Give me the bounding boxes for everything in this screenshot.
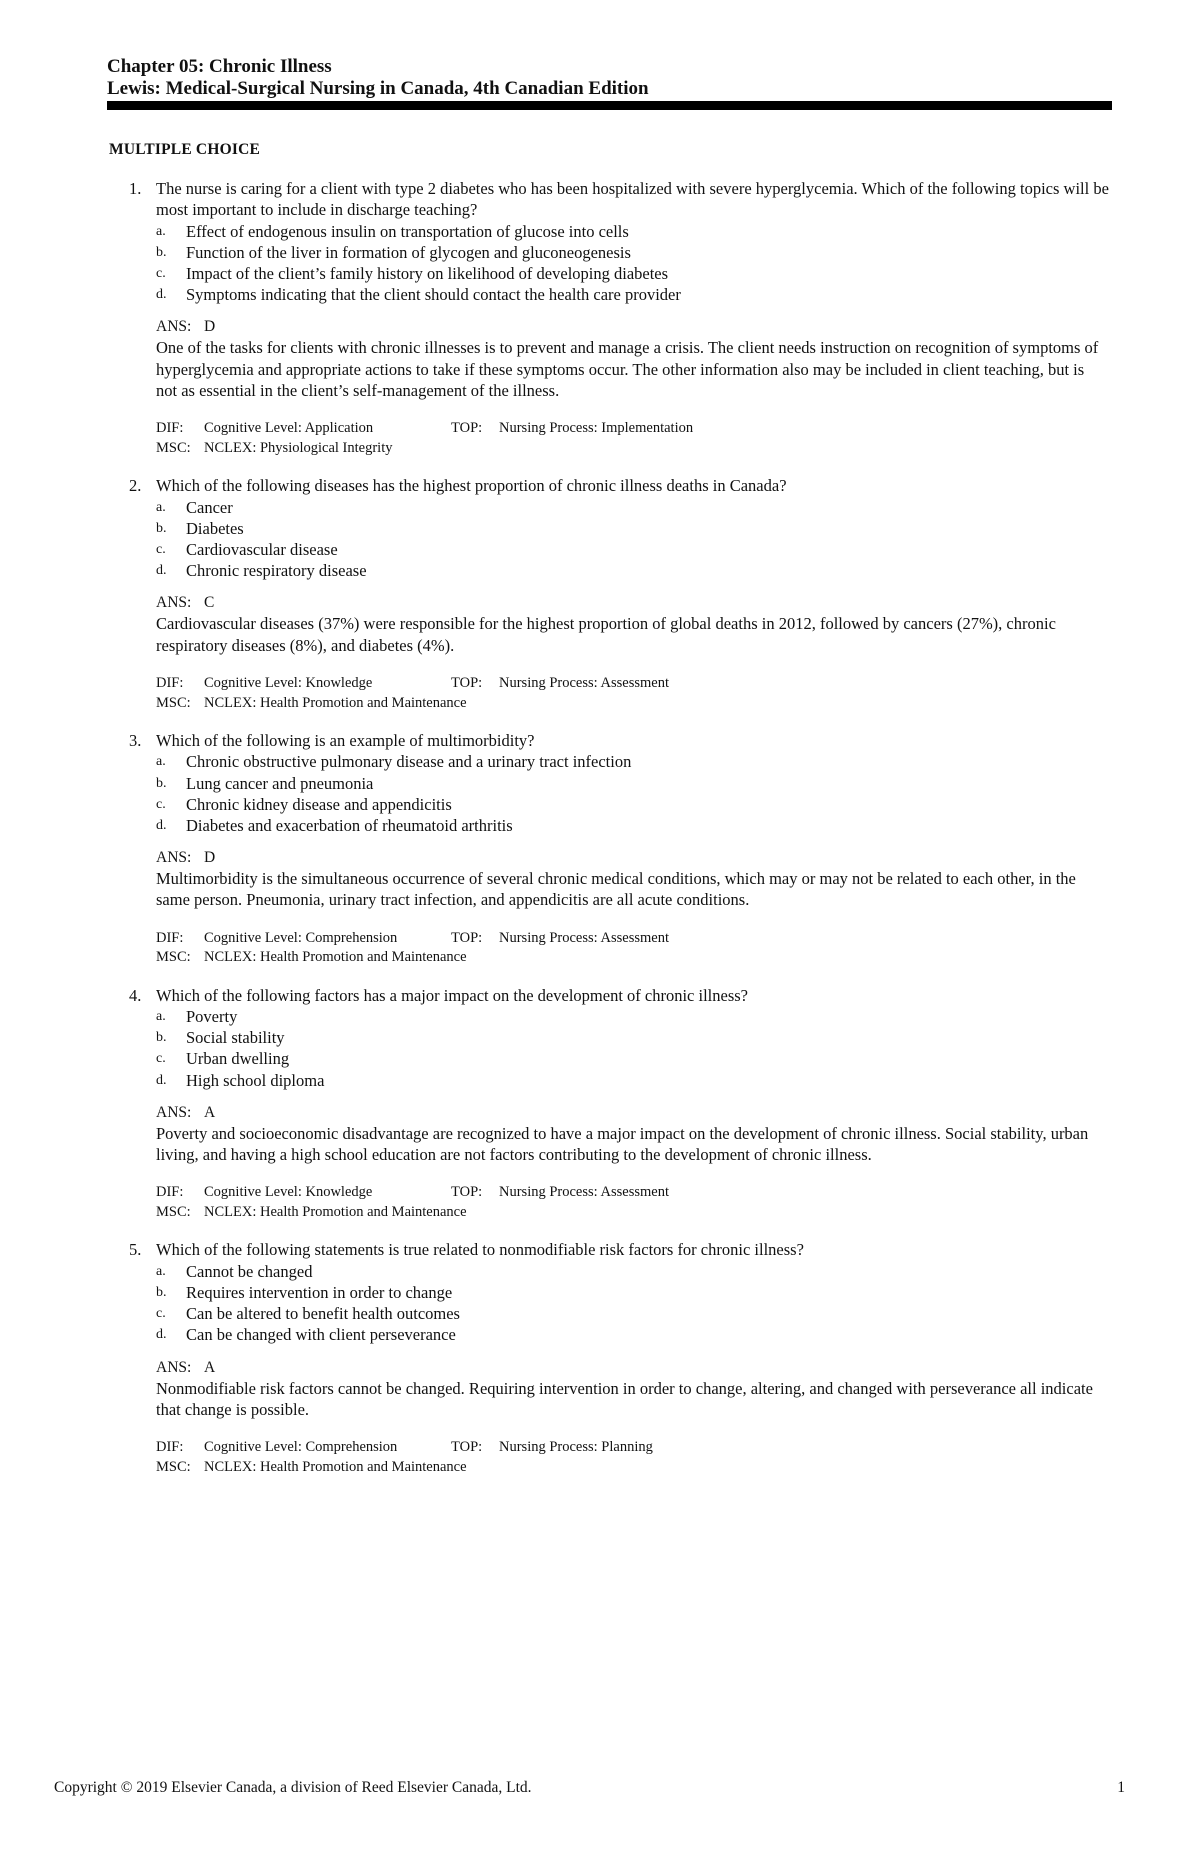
answer-option bbox=[156, 497, 1109, 518]
question-number: 5. bbox=[129, 1240, 142, 1260]
question-number: 1. bbox=[129, 179, 142, 198]
topic: Nursing Process: Implementation bbox=[499, 420, 694, 437]
book-title: Lewis: Medical-Surgical Nursing in Canada, 4th Canadian Edition bbox=[107, 78, 649, 99]
question-stem: Which of the following statements is true related to nonmodifiable risk factors for chronic illness? bbox=[156, 1240, 804, 1260]
answer-option bbox=[156, 1070, 1109, 1091]
answer-options bbox=[156, 1261, 1109, 1346]
option-letter: d. bbox=[156, 1072, 167, 1088]
option-letter: a. bbox=[156, 1009, 166, 1024]
question-metadata bbox=[156, 1438, 1109, 1477]
answer-line bbox=[156, 593, 1109, 613]
option-text: Can be changed with client perseverance bbox=[186, 1325, 456, 1345]
section-title: MULTIPLE CHOICE bbox=[109, 141, 260, 158]
answer-option bbox=[156, 539, 1109, 560]
question-item bbox=[109, 730, 1109, 968]
answer-option bbox=[156, 1282, 1109, 1303]
answer-label: ANS: bbox=[156, 849, 192, 867]
option-text: Diabetes and exacerbation of rheumatoid arthritis bbox=[186, 815, 513, 835]
msc-label: MSC: bbox=[156, 694, 191, 711]
option-text: Requires intervention in order to change bbox=[186, 1282, 453, 1302]
option-text: Lung cancer and pneumonia bbox=[186, 773, 374, 793]
difficulty-level: Cognitive Level: Knowledge bbox=[204, 675, 373, 691]
question-metadata bbox=[156, 674, 1109, 713]
rationale: Nonmodifiable risk factors cannot be changed. Requiring intervention in order to change, altering, and changed with perseverance all indicate that change is possible. bbox=[156, 1378, 1093, 1419]
difficulty-level: Cognitive Level: Application bbox=[204, 420, 374, 437]
topic: Nursing Process: Assessment bbox=[499, 675, 669, 691]
msc-category: NCLEX: Physiological Integrity bbox=[204, 439, 393, 456]
answer-option bbox=[156, 1261, 1109, 1282]
option-letter: d. bbox=[156, 287, 167, 303]
question-stem: The nurse is caring for a client with type 2 diabetes who has been hospitalized with severe hyperglycemia. Which of the following topics will be most important to include in discharge teaching? bbox=[156, 179, 1109, 220]
header-rule bbox=[107, 101, 1112, 110]
answer-option bbox=[156, 1324, 1109, 1345]
msc-category: NCLEX: Health Promotion and Maintenance bbox=[204, 1203, 467, 1220]
option-letter: c. bbox=[156, 266, 166, 281]
question-metadata bbox=[156, 929, 1109, 968]
question-number: 2. bbox=[129, 476, 142, 496]
answer-key: D bbox=[204, 849, 216, 867]
difficulty-level: Cognitive Level: Comprehension bbox=[204, 929, 398, 946]
option-text: Cannot be changed bbox=[186, 1261, 313, 1281]
question-item bbox=[109, 1239, 1109, 1477]
difficulty-level: Cognitive Level: Knowledge bbox=[204, 1184, 373, 1201]
dif-label: DIF: bbox=[156, 675, 184, 691]
question-item bbox=[109, 178, 1109, 458]
chapter-title: Chapter 05: Chronic Illness bbox=[107, 56, 332, 77]
option-text: Social stability bbox=[186, 1028, 285, 1048]
dif-label: DIF: bbox=[156, 420, 184, 437]
msc-label: MSC: bbox=[156, 439, 191, 456]
dif-label: DIF: bbox=[156, 1184, 184, 1201]
question-metadata bbox=[156, 419, 1109, 458]
msc-label: MSC: bbox=[156, 1203, 191, 1220]
option-letter: d. bbox=[156, 1327, 167, 1343]
answer-options bbox=[156, 497, 1109, 582]
answer-option bbox=[156, 518, 1109, 539]
page-header bbox=[107, 56, 1112, 100]
dif-label: DIF: bbox=[156, 1439, 184, 1456]
answer-options bbox=[156, 1006, 1109, 1091]
option-letter: b. bbox=[156, 775, 167, 791]
dif-label: DIF: bbox=[156, 929, 184, 946]
copyright-notice: Copyright © 2019 Elsevier Canada, a division of Reed Elsevier Canada, Ltd. bbox=[54, 1779, 532, 1796]
option-letter: d. bbox=[156, 563, 167, 579]
answer-label: ANS: bbox=[156, 1103, 192, 1121]
answer-option bbox=[156, 773, 1109, 794]
answer-option bbox=[156, 1303, 1109, 1324]
option-letter: b. bbox=[156, 520, 167, 536]
answer-key: C bbox=[204, 594, 215, 612]
option-text: Cardiovascular disease bbox=[186, 540, 338, 559]
option-letter: b. bbox=[156, 244, 167, 260]
option-text: Cancer bbox=[186, 497, 233, 517]
answer-options bbox=[156, 221, 1109, 306]
option-text: Chronic respiratory disease bbox=[186, 561, 367, 581]
top-label: TOP: bbox=[451, 1184, 483, 1201]
msc-label: MSC: bbox=[156, 1458, 191, 1475]
answer-label: ANS: bbox=[156, 318, 192, 336]
answer-line bbox=[156, 848, 1109, 868]
option-text: Diabetes bbox=[186, 518, 244, 538]
answer-key: A bbox=[204, 1358, 216, 1376]
option-text: Function of the liver in formation of glycogen and gluconeogenesis bbox=[186, 242, 631, 262]
answer-label: ANS: bbox=[156, 594, 192, 612]
top-label: TOP: bbox=[451, 420, 483, 437]
answer-option bbox=[156, 1027, 1109, 1048]
option-text: Symptoms indicating that the client should contact the health care provider bbox=[186, 285, 681, 305]
rationale: Cardiovascular diseases (37%) were responsible for the highest proportion of global deaths in 2012, followed by cancers (27%), chronic respiratory diseases (8%), and diabetes (4%). bbox=[156, 614, 1056, 655]
answer-option bbox=[156, 284, 1109, 305]
answer-option bbox=[156, 560, 1109, 581]
page-number: 1 bbox=[1117, 1779, 1125, 1796]
option-letter: c. bbox=[156, 796, 166, 812]
msc-category: NCLEX: Health Promotion and Maintenance bbox=[204, 694, 467, 711]
rationale: Poverty and socioeconomic disadvantage are recognized to have a major impact on the development of chronic illness. Social stability, urban living, and having a high school education are not factors contributing to the development of chronic illness. bbox=[156, 1123, 1089, 1165]
question-stem: Which of the following is an example of multimorbidity? bbox=[156, 731, 535, 750]
option-text: Impact of the client’s family history on likelihood of developing diabetes bbox=[186, 264, 669, 283]
answer-key: A bbox=[204, 1103, 216, 1121]
answer-option bbox=[156, 751, 1109, 772]
option-text: High school diploma bbox=[186, 1070, 325, 1090]
option-letter: b. bbox=[156, 1030, 167, 1046]
question-list bbox=[109, 178, 1109, 1494]
question-item bbox=[109, 985, 1109, 1223]
page-footer bbox=[54, 1779, 1125, 1797]
answer-option bbox=[156, 815, 1109, 836]
top-label: TOP: bbox=[451, 929, 483, 946]
answer-option bbox=[156, 221, 1109, 242]
option-letter: a. bbox=[156, 754, 166, 770]
question-number: 4. bbox=[129, 985, 142, 1005]
topic: Nursing Process: Planning bbox=[499, 1439, 653, 1456]
topic: Nursing Process: Assessment bbox=[499, 929, 669, 946]
question-metadata bbox=[156, 1183, 1109, 1222]
answer-options bbox=[156, 751, 1109, 836]
option-text: Poverty bbox=[186, 1007, 238, 1026]
option-text: Can be altered to benefit health outcomes bbox=[186, 1304, 460, 1324]
option-letter: b. bbox=[156, 1284, 167, 1300]
answer-option bbox=[156, 794, 1109, 815]
option-text: Chronic kidney disease and appendicitis bbox=[186, 794, 452, 814]
question-item bbox=[109, 475, 1109, 713]
option-letter: c. bbox=[156, 542, 166, 557]
topic: Nursing Process: Assessment bbox=[499, 1184, 669, 1201]
answer-option bbox=[156, 263, 1109, 284]
msc-category: NCLEX: Health Promotion and Maintenance bbox=[204, 1458, 467, 1475]
answer-label: ANS: bbox=[156, 1358, 192, 1376]
answer-option bbox=[156, 1006, 1109, 1027]
option-text: Urban dwelling bbox=[186, 1049, 290, 1069]
question-stem: Which of the following factors has a major impact on the development of chronic illness? bbox=[156, 985, 748, 1005]
msc-label: MSC: bbox=[156, 949, 191, 966]
option-letter: a. bbox=[156, 223, 166, 239]
top-label: TOP: bbox=[451, 1439, 483, 1456]
msc-category: NCLEX: Health Promotion and Maintenance bbox=[204, 949, 467, 966]
rationale: Multimorbidity is the simultaneous occurrence of several chronic medical conditions, which may or may not be related to each other, in the same person. Pneumonia, urinary tract infection, and appendicitis are all acute conditions. bbox=[156, 869, 1076, 910]
option-text: Chronic obstructive pulmonary disease and a urinary tract infection bbox=[186, 752, 632, 772]
option-text: Effect of endogenous insulin on transportation of glucose into cells bbox=[186, 221, 629, 241]
answer-line bbox=[156, 1103, 1109, 1123]
option-letter: c. bbox=[156, 1051, 166, 1067]
answer-line bbox=[156, 317, 1109, 337]
rationale: One of the tasks for clients with chronic illnesses is to prevent and manage a crisis. The client needs instruction on recognition of symptoms of hyperglycemia and appropriate actions to take if these symptoms occur. The other information also may be included in client teaching, but is not as essential in the client’s self-management of the illness. bbox=[156, 338, 1099, 400]
difficulty-level: Cognitive Level: Comprehension bbox=[204, 1439, 398, 1456]
answer-key: D bbox=[204, 318, 216, 336]
option-letter: c. bbox=[156, 1306, 166, 1322]
option-letter: d. bbox=[156, 817, 167, 833]
answer-option bbox=[156, 242, 1109, 263]
option-letter: a. bbox=[156, 1263, 166, 1279]
top-label: TOP: bbox=[451, 675, 483, 691]
question-stem: Which of the following diseases has the highest proportion of chronic illness deaths in Canada? bbox=[156, 476, 787, 496]
question-number: 3. bbox=[129, 731, 142, 750]
option-letter: a. bbox=[156, 499, 166, 515]
answer-option bbox=[156, 1048, 1109, 1069]
answer-line bbox=[156, 1358, 1109, 1378]
